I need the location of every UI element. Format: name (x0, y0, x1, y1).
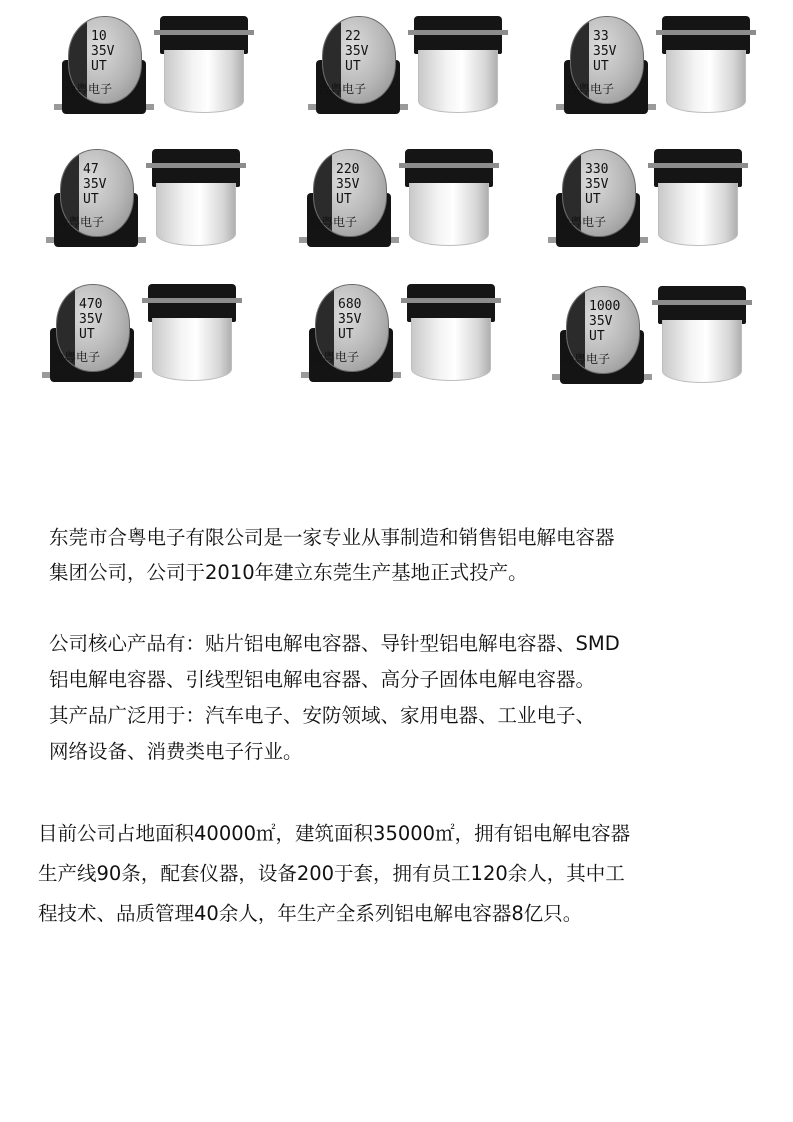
capacitor-front-view (305, 284, 397, 382)
capacitor-image-grid (0, 0, 793, 400)
series-label: UT (79, 327, 95, 342)
capacitor-product-image (552, 145, 752, 255)
capacitance-label: 33 (593, 29, 609, 44)
voltage-label: 35V (338, 312, 362, 327)
capacitance-label: 10 (91, 29, 107, 44)
capacitor-product-image (303, 145, 503, 255)
series-label: UT (83, 192, 99, 207)
capacitor-front-view (560, 16, 652, 114)
brand-label: 合粤电子 (318, 82, 367, 96)
capacitor-front-view (46, 284, 138, 382)
text-line: 生产线90条，配套仪器，设备200于套，拥有员工120余人，其中工 (38, 862, 625, 885)
text-line: 铝电解电容器、引线型铝电解电容器、高分子固体电解电容器。 (49, 668, 596, 691)
capacitor-product-image (50, 145, 250, 255)
brand-label: 合粤电子 (52, 350, 101, 364)
voltage-label: 35V (589, 314, 613, 329)
series-label: UT (585, 192, 601, 207)
capacitor-front-view (303, 149, 395, 247)
capacitance-label: 220 (336, 162, 360, 177)
capacitor-product-image (46, 280, 246, 390)
capacitance-label: 1000 (589, 299, 621, 314)
capacitance-label: 330 (585, 162, 609, 177)
series-label: UT (345, 59, 361, 74)
series-label: UT (593, 59, 609, 74)
text-line: 公司核心产品有：贴片铝电解电容器、导针型铝电解电容器、SMD (49, 632, 620, 655)
capacitor-front-view (552, 149, 644, 247)
text-line: 程技术、品质管理40余人，年生产全系列铝电解电容器8亿只。 (38, 902, 583, 925)
voltage-label: 35V (91, 44, 115, 59)
capacitor-side-view (656, 12, 756, 122)
brand-label: 合粤电子 (311, 350, 360, 364)
capacitance-label: 680 (338, 297, 362, 312)
capacitor-product-image (556, 282, 756, 392)
capacitor-side-view (401, 280, 501, 390)
capacitance-label: 22 (345, 29, 361, 44)
text-line: 其产品广泛用于：汽车电子、安防领域、家用电器、工业电子、 (49, 704, 596, 727)
brand-label: 合粤电子 (566, 82, 615, 96)
text-line: 集团公司，公司于2010年建立东莞生产基地正式投产。 (49, 561, 528, 584)
company-intro-paragraph (49, 520, 615, 590)
capacitor-product-image (312, 12, 512, 122)
brand-label: 合粤电子 (562, 352, 611, 366)
text-line: 网络设备、消费类电子行业。 (49, 740, 303, 763)
capacitor-front-view (556, 286, 648, 384)
capacitor-product-image (305, 280, 505, 390)
text-line: 东莞市合粤电子有限公司是一家专业从事制造和销售铝电解电容器 (49, 526, 615, 549)
series-label: UT (338, 327, 354, 342)
voltage-label: 35V (593, 44, 617, 59)
facility-paragraph (38, 814, 630, 934)
capacitance-label: 47 (83, 162, 99, 177)
capacitor-side-view (652, 282, 752, 392)
series-label: UT (336, 192, 352, 207)
capacitor-side-view (399, 145, 499, 255)
text-line: 目前公司占地面积40000㎡，建筑面积35000㎡，拥有铝电解电容器 (38, 822, 631, 845)
capacitor-side-view (648, 145, 748, 255)
voltage-label: 35V (585, 177, 609, 192)
capacitor-side-view (408, 12, 508, 122)
capacitor-front-view (50, 149, 142, 247)
capacitor-product-image (58, 12, 258, 122)
brand-label: 合粤电子 (56, 215, 105, 229)
capacitor-front-view (58, 16, 150, 114)
voltage-label: 35V (83, 177, 107, 192)
brand-label: 合粤电子 (64, 82, 113, 96)
voltage-label: 35V (345, 44, 369, 59)
capacitor-side-view (146, 145, 246, 255)
brand-label: 合粤电子 (558, 215, 607, 229)
brand-label: 合粤电子 (309, 215, 358, 229)
capacitor-product-image (560, 12, 760, 122)
series-label: UT (91, 59, 107, 74)
capacitor-side-view (154, 12, 254, 122)
series-label: UT (589, 329, 605, 344)
core-products-paragraph (49, 626, 620, 770)
voltage-label: 35V (79, 312, 103, 327)
voltage-label: 35V (336, 177, 360, 192)
capacitor-side-view (142, 280, 242, 390)
capacitance-label: 470 (79, 297, 103, 312)
capacitor-front-view (312, 16, 404, 114)
